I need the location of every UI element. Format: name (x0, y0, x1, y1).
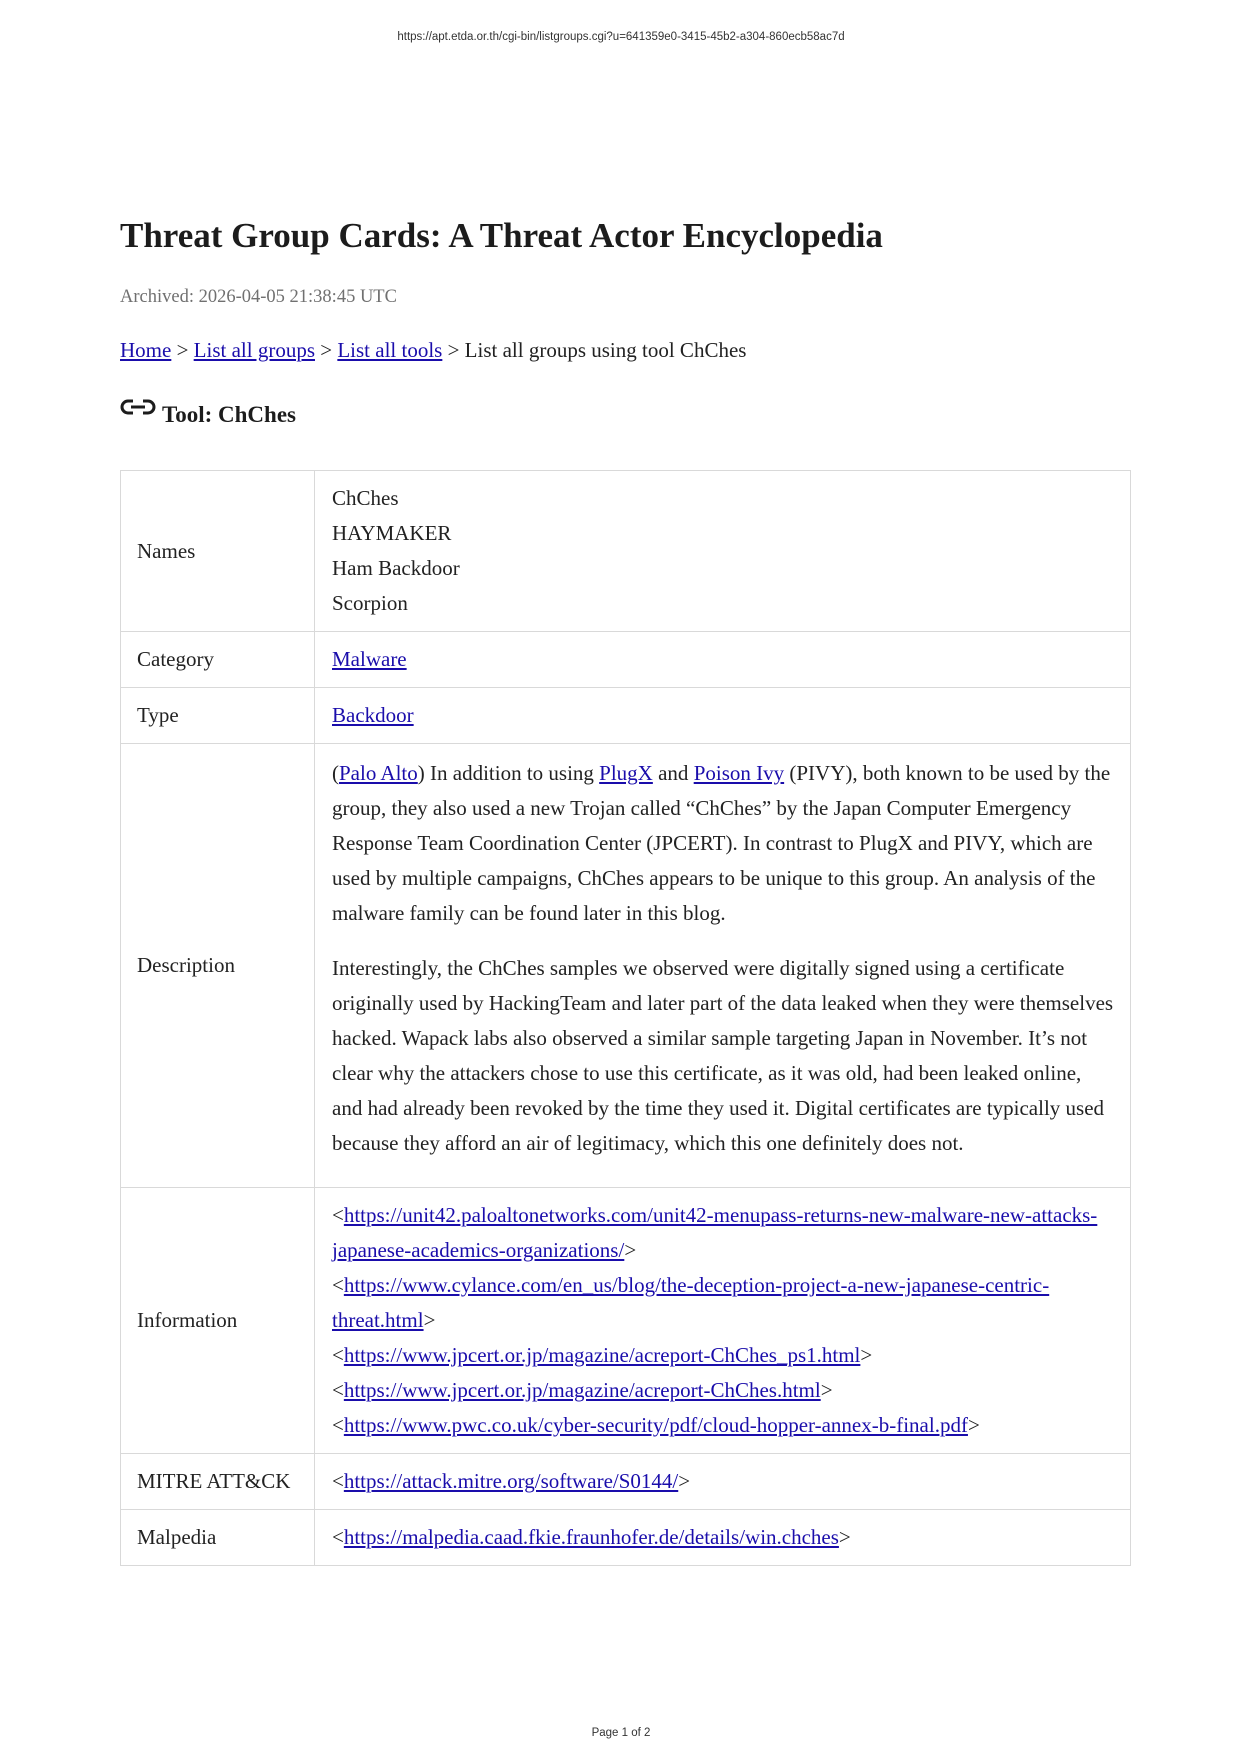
angle-close: > (820, 1378, 833, 1402)
angle-open: < (332, 1525, 344, 1549)
description-value (315, 744, 1131, 1188)
angle-close: > (967, 1413, 980, 1437)
plugx-link[interactable]: PlugX (599, 761, 653, 785)
page-number-footer: Page 1 of 2 (591, 1727, 651, 1739)
angle-open: < (332, 1273, 344, 1297)
names-row (121, 471, 1131, 632)
info-link[interactable]: https://www.jpcert.or.jp/magazine/acreport-ChChes.html (343, 1378, 821, 1402)
tool-heading (120, 402, 296, 428)
malpedia-value (315, 1510, 1131, 1566)
type-label: Type (121, 688, 315, 744)
angle-open: < (332, 1343, 344, 1367)
description-paragraph (332, 756, 1114, 931)
angle-open: < (332, 1378, 344, 1402)
mitre-label: MITRE ATT&CK (121, 1454, 315, 1510)
info-link[interactable]: https://www.cylance.com/en_us/blog/the-deception-project-a-new-japanese-centric-threat.html (332, 1273, 1050, 1332)
type-row (121, 688, 1131, 744)
angle-close: > (860, 1343, 873, 1367)
names-value (315, 471, 1131, 632)
info-url-item (332, 1408, 1114, 1443)
info-url-item (332, 1338, 1114, 1373)
angle-close: > (678, 1469, 691, 1493)
mitre-link[interactable]: https://attack.mitre.org/software/S0144/ (343, 1469, 679, 1493)
angle-open: < (332, 1413, 344, 1437)
mitre-row (121, 1454, 1131, 1510)
name-item: HAYMAKER (332, 521, 452, 545)
description-label: Description (121, 744, 315, 1188)
type-value (315, 688, 1131, 744)
angle-close: > (423, 1308, 436, 1332)
breadcrumb (120, 338, 746, 363)
tool-heading-text: Tool: ChChes (162, 402, 296, 427)
paren: ( (332, 761, 339, 785)
angle-close: > (624, 1238, 637, 1262)
angle-close: > (838, 1525, 851, 1549)
angle-open: < (332, 1203, 344, 1227)
page-title: Threat Group Cards: A Threat Actor Encyclopedia (120, 216, 883, 255)
poison-ivy-link[interactable]: Poison Ivy (693, 761, 785, 785)
breadcrumb-home-link[interactable]: Home (120, 338, 172, 362)
mitre-value (315, 1454, 1131, 1510)
description-paragraph: Interestingly, the ChChes samples we observed were digitally signed using a certificate originally used by HackingTeam and later part of the data leaked when they were themselves hacked. Wapack labs also observed a similar sample targeting Japan in November. It’s not clear why the attackers chose to use this certificate, as it was old, had been leaked online, and had already been revoked by the time they used it. Digital certificates are typically used because they afford an air of legitimacy, which this one definitely does not. (332, 956, 1114, 1155)
info-url-item (332, 1373, 1114, 1408)
breadcrumb-separator: > (171, 338, 194, 362)
name-item: Ham Backdoor (332, 556, 460, 580)
tool-info-table (120, 470, 1131, 1566)
type-link[interactable]: Backdoor (332, 703, 414, 727)
description-text: ) In addition to using (417, 761, 600, 785)
description-text: and (652, 761, 694, 785)
angle-open: < (332, 1469, 344, 1493)
malpedia-row (121, 1510, 1131, 1566)
info-link[interactable]: https://www.jpcert.or.jp/magazine/acreport-ChChes_ps1.html (343, 1343, 861, 1367)
info-url-item (332, 1268, 1114, 1338)
name-item: Scorpion (332, 591, 408, 615)
breadcrumb-separator: > (315, 338, 338, 362)
breadcrumb-tools-link[interactable]: List all tools (337, 338, 443, 362)
information-label: Information (121, 1188, 315, 1454)
page-url-header: https://apt.etda.or.th/cgi-bin/listgroups.cgi?u=641359e0-3415-45b2-a304-860ecb58ac7d (397, 31, 845, 43)
information-value (315, 1188, 1131, 1454)
description-row (121, 744, 1131, 1188)
breadcrumb-groups-link[interactable]: List all groups (193, 338, 315, 362)
category-link[interactable]: Malware (332, 647, 407, 671)
name-item: ChChes (332, 486, 399, 510)
category-value (315, 632, 1131, 688)
breadcrumb-current: > List all groups using tool ChChes (442, 338, 747, 362)
category-row (121, 632, 1131, 688)
malpedia-link[interactable]: https://malpedia.caad.fkie.fraunhofer.de/details/win.chches (343, 1525, 839, 1549)
info-link[interactable]: https://www.pwc.co.uk/cyber-security/pdf/cloud-hopper-annex-b-final.pdf (343, 1413, 968, 1437)
information-row (121, 1188, 1131, 1454)
names-label: Names (121, 471, 315, 632)
link-icon (120, 397, 156, 417)
malpedia-label: Malpedia (121, 1510, 315, 1566)
info-url-item (332, 1198, 1114, 1268)
info-link[interactable]: https://unit42.paloaltonetworks.com/unit42-menupass-returns-new-malware-new-attacks-japanese-academics-organizations/ (332, 1203, 1098, 1262)
description-text: (PIVY), both known to be used by the group, they also used a new Trojan called “ChChes” by the Japan Computer Emergency Response Team Coordination Center (JPCERT). In contrast to PlugX and PIVY, which are used by multiple campaigns, ChChes appears to be unique to this group. An analysis of the malware family can be found later in this blog. (332, 761, 1111, 925)
archived-timestamp: Archived: 2026-04-05 21:38:45 UTC (120, 287, 397, 307)
source-link-palo-alto[interactable]: Palo Alto (339, 761, 418, 785)
category-label: Category (121, 632, 315, 688)
